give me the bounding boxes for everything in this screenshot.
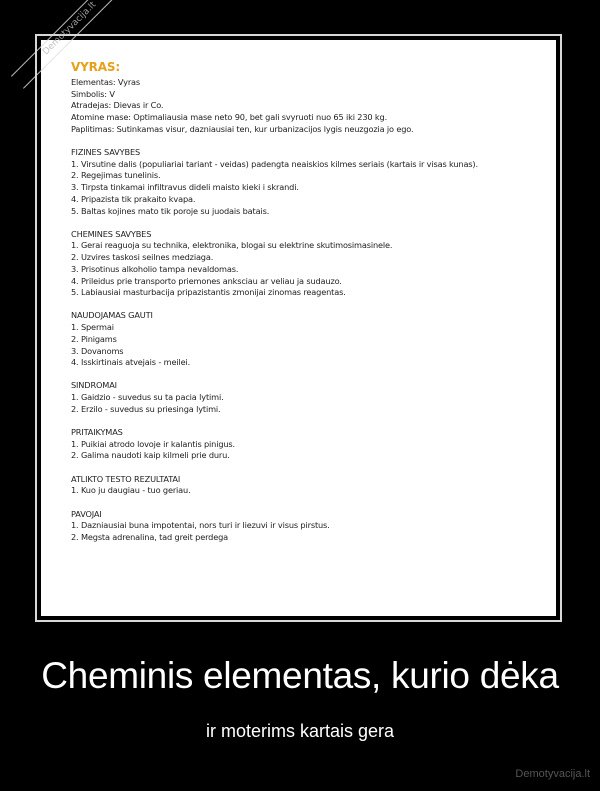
document-title: VYRAS: (71, 60, 121, 74)
list-item: 2. Regejimas tunelinis. (71, 170, 161, 181)
intro-line: Simbolis: V (71, 88, 115, 99)
list-item: 2. Uzvires taskosi seilnes medziaga. (71, 252, 214, 263)
poster-caption-title: Cheminis elementas, kurio dėka (41, 655, 559, 696)
list-item: 1. Dazniausiai buna impotentai, nors turi ir liezuvi ir visus pirstus. (71, 520, 330, 531)
list-item: 2. Pinigams (71, 333, 117, 344)
section-physical-properties (71, 147, 541, 217)
section-heading: FIZINES SAVYBES (71, 147, 141, 158)
section-chemical-properties (71, 229, 541, 299)
document-text (71, 58, 541, 544)
list-item: 1. Gaidzio - suvedus su ta pacia lytimi. (71, 392, 224, 403)
intro-block (71, 77, 541, 136)
section-used-to-obtain (71, 310, 541, 369)
section-syndromes (71, 380, 541, 415)
section-heading: ATLIKTO TESTO REZULTATAI (71, 473, 181, 484)
section-test-results (71, 474, 541, 497)
section-dangers (71, 509, 541, 544)
intro-line: Atradejas: Dievas ir Co. (71, 100, 164, 111)
list-item: 1. Puikiai atrodo lovoje ir kalantis pinigus. (71, 438, 235, 449)
list-item: 2. Erzilo - suvedus su priesinga lytimi. (71, 403, 221, 414)
list-item: 1. Spermai (71, 322, 114, 333)
list-item: 5. Baltas kojines mato tik poroje su juodais batais. (71, 205, 270, 216)
section-heading: CHEMINES SAVYBES (71, 228, 152, 239)
intro-line: Paplitimas: Sutinkamas visur, dazniausiai ten, kur urbanizacijos lygis neuzgozia jo ego. (71, 123, 414, 134)
intro-line: Elementas: Vyras (71, 77, 141, 87)
list-item: 3. Tirpsta tinkamai infiltravus dideli maisto kieki i skrandi. (71, 182, 299, 193)
list-item: 1. Gerai reaguoja su technika, elektronika, blogai su elektrine skutimosimasinele. (71, 240, 393, 251)
section-heading: NAUDOJAMAS GAUTI (71, 310, 153, 321)
section-heading: PAVOJAI (71, 508, 102, 519)
list-item: 2. Megsta adrenalina, tad greit perdega (71, 532, 229, 542)
intro-line: Atomine mase: Optimaliausia mase neto 90, bet gali svyruoti nuo 65 iki 230 kg. (71, 112, 388, 123)
poster-caption-subtitle: ir moterims kartais gera (205, 721, 395, 741)
list-item: 4. Prileidus prie transporto priemones anksciau ar veliau ja sudauzo. (71, 275, 342, 286)
section-applications (71, 427, 541, 462)
section-heading: PRITAIKYMAS (71, 427, 123, 438)
list-item: 1. Kuo ju daugiau - tuo geriau. (71, 485, 191, 496)
list-item: 3. Dovanoms (71, 345, 124, 356)
watermark-ribbon: Demotyvacija.lt (11, 0, 130, 89)
list-item: 2. Galima naudoti kaip kilmeli prie duru. (71, 450, 230, 461)
list-item: 1. Virsutine dalis (populiariai tariant - veidas) padengta neaiskios kilmes seriais (kartais ir visas kunas). (71, 158, 478, 169)
list-item: 3. Prisotinus alkoholio tampa nevaldomas. (71, 263, 239, 274)
poster-frame (35, 0, 562, 622)
section-heading: SINDROMAI (71, 380, 117, 391)
document-image (41, 0, 556, 616)
list-item: 4. Pripazista tik prakaito kvapa. (71, 193, 196, 204)
site-watermark: Demotyvacija.lt (515, 768, 590, 780)
list-item: 4. Isskirtinais atvejais - meilei. (71, 357, 191, 368)
list-item: 5. Labiausiai masturbacija pripazistantis zmonijai zinomas reagentas. (71, 287, 346, 298)
